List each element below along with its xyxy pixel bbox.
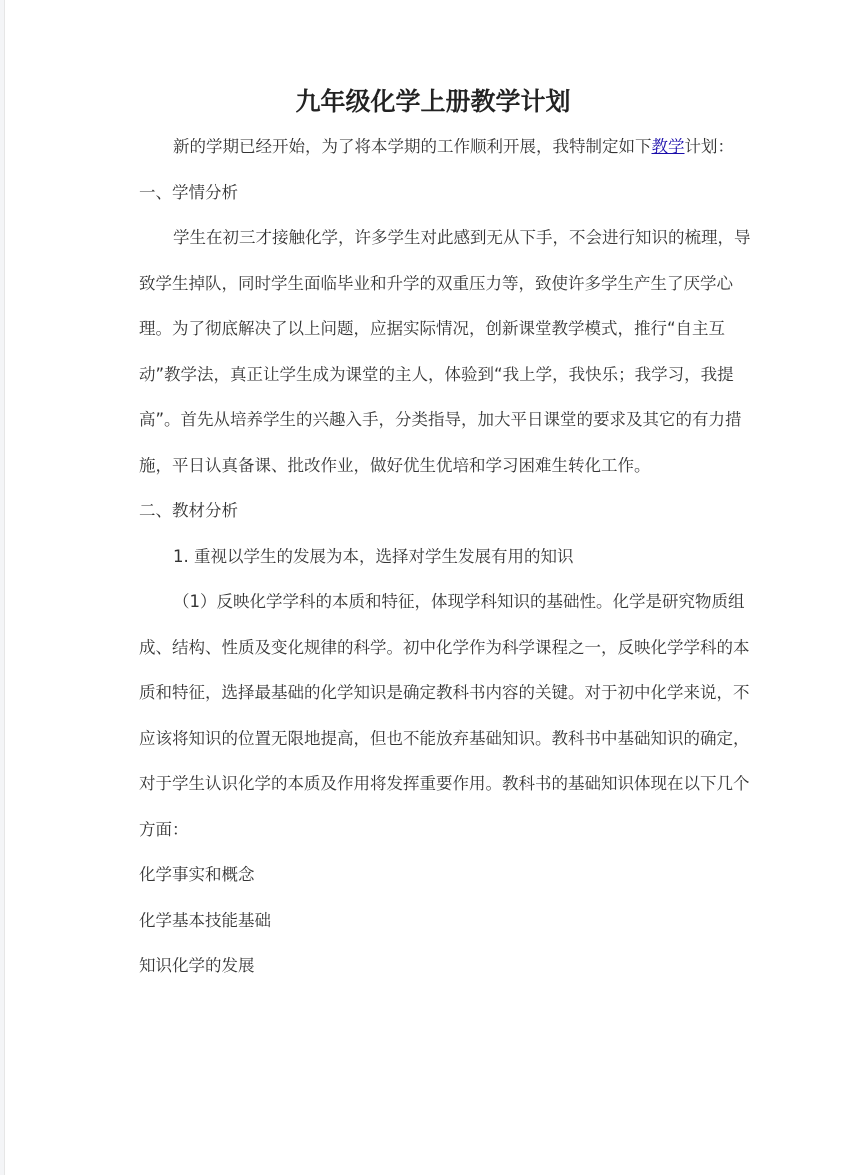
intro-text-before: 新的学期已经开始，为了将本学期的工作顺利开展，我特制定如下	[173, 137, 652, 156]
list-item: 化学事实和概念	[139, 865, 255, 884]
point-1-sub-1: （1）反映化学学科的本质和特征，体现学科知识的基础性。化学是研究物质组成、结构、性质及变化规律的科学。初中化学作为科学课程之一，反映化学学科的本质和特征，选择最基础的化学知识是确定教科书内容的关键。对于初中化学来说，不应该将知识的位置无限地提高，但也不能放弃基础知识。教科书中基础知识的确定，对于学生认识化学的本质及作用将发挥重要作用。教科书的基础知识体现在以下几个方面：	[139, 592, 750, 839]
list-item: 知识化学的发展	[139, 956, 255, 975]
intro-text-after: 计划：	[684, 137, 734, 156]
document-body	[139, 124, 751, 989]
student-analysis-paragraph: 学生在初三才接触化学，许多学生对此感到无从下手，不会进行知识的梳理，导致学生掉队，同时学生面临毕业和升学的双重压力等，致使许多学生产生了厌学心理。为了彻底解决了以上问题，应据实际情况，创新课堂教学模式，推行“自主互动”教学法，真正让学生成为课堂的主人，体验到“我上学，我快乐；我学习，我提高”。首先从培养学生的兴趣入手，分类指导，加大平日课堂的要求及其它的有力措施，平日认真备课、批改作业，做好优生优培和学习困难生转化工作。	[139, 228, 751, 475]
section-heading-textbook-analysis: 二、教材分析	[139, 501, 238, 520]
point-1: 1. 重视以学生的发展为本，选择对学生发展有用的知识	[173, 546, 574, 566]
section-heading-student-analysis: 一、学情分析	[139, 182, 238, 202]
document-page	[4, 0, 860, 1175]
document-title: 九年级化学上册教学计划	[295, 87, 571, 116]
list-item: 化学基本技能基础	[139, 910, 271, 930]
teaching-link[interactable]: 教学	[651, 137, 685, 156]
intro-paragraph	[139, 124, 751, 170]
